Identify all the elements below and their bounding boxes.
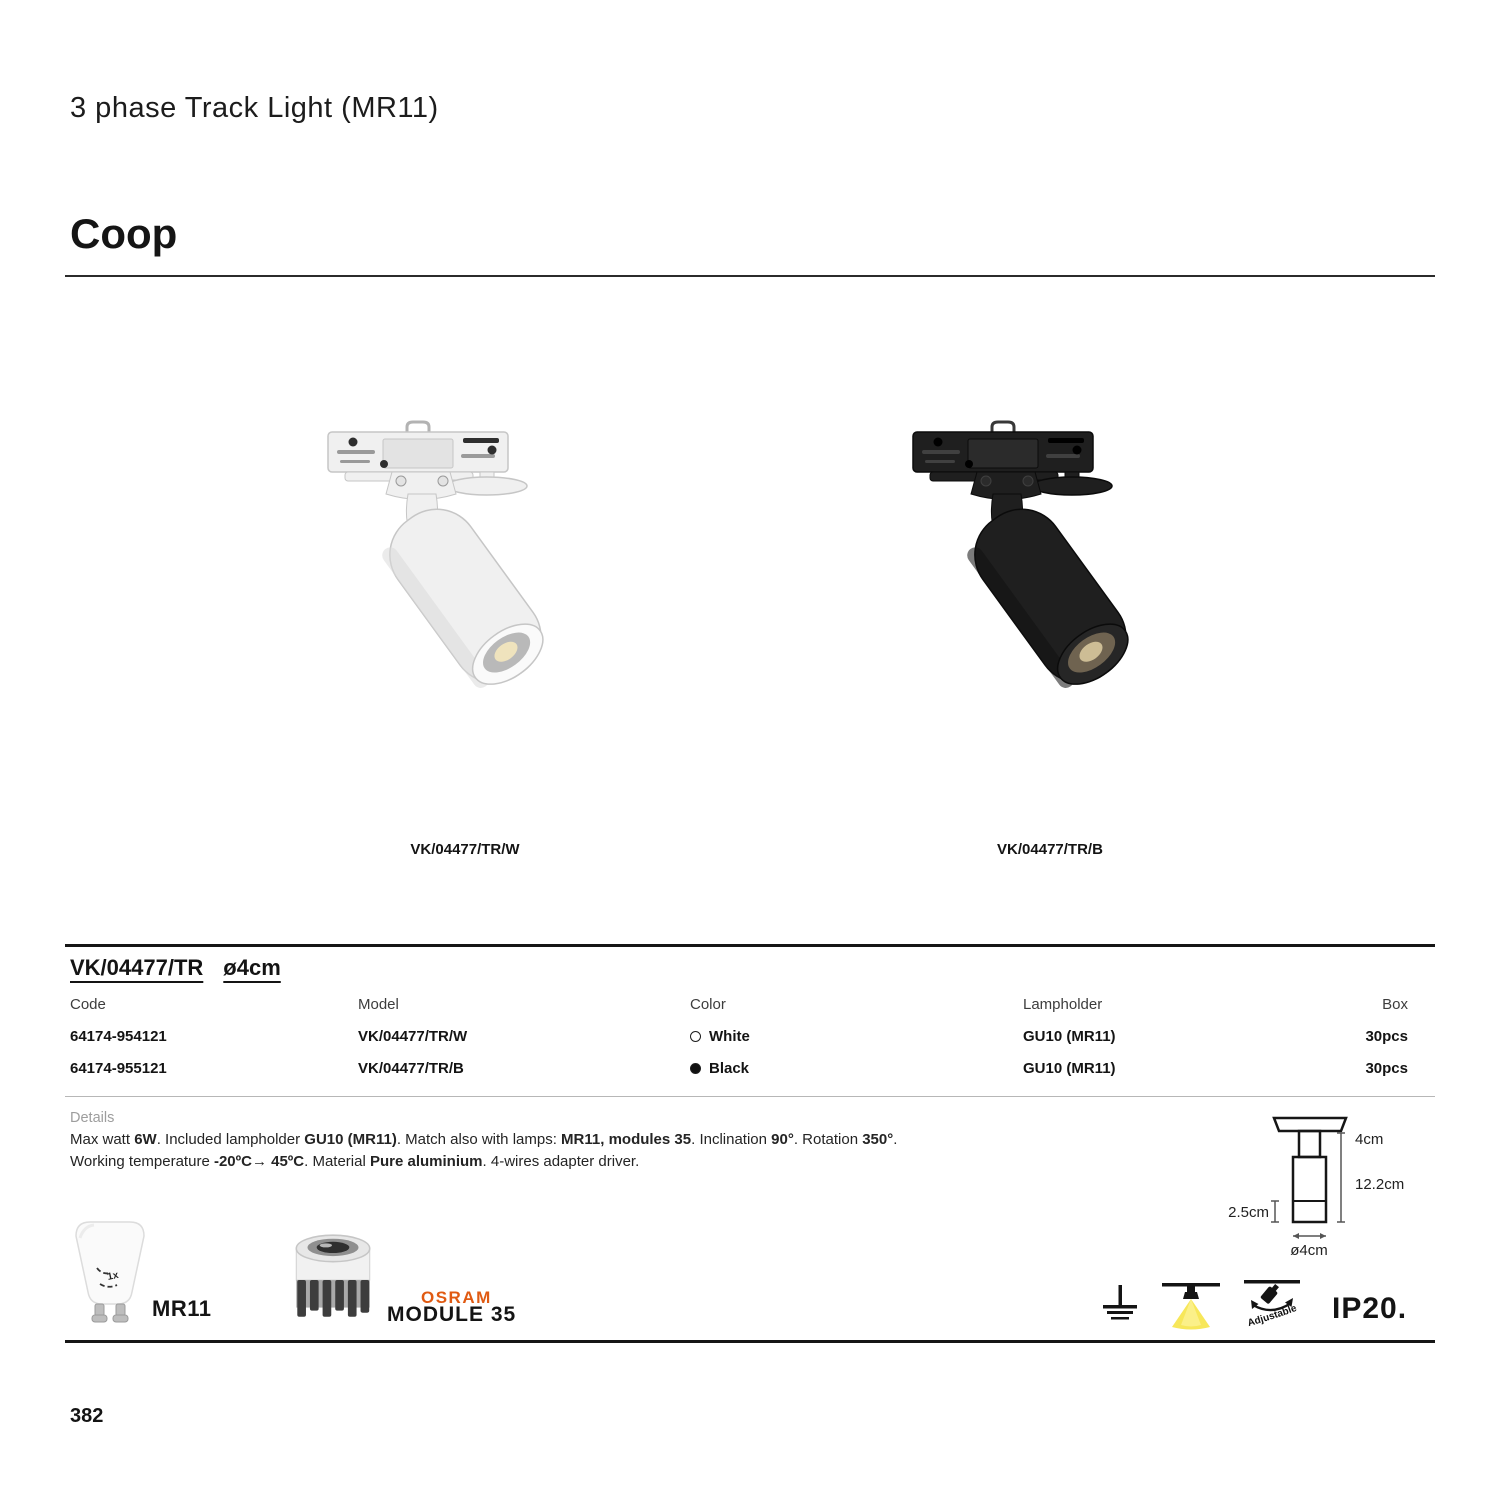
details-line-2: Working temperature -20ºC→ 45ºC. Material Pure aluminium. 4-wires adapter driver.	[70, 1153, 640, 1170]
col-header-code: Code	[70, 996, 106, 1013]
table-row-cell-color	[690, 1060, 1023, 1077]
dim-tail-length: 2.5cm	[1228, 1204, 1269, 1221]
color-swatch-white	[690, 1031, 701, 1042]
col-header-lampholder: Lampholder	[1023, 996, 1103, 1013]
dimension-diagram	[1228, 1106, 1428, 1258]
table-row-cell-lampholder: GU10 (MR11)	[1023, 1028, 1116, 1045]
color-name: Black	[709, 1060, 750, 1077]
table-bottom-divider	[65, 1096, 1435, 1097]
page-number: 382	[70, 1405, 104, 1427]
spec-diameter: ø4cm	[223, 955, 281, 980]
ground-earth-icon	[1097, 1282, 1143, 1328]
table-row-cell-code: 64174-954121	[70, 1028, 167, 1045]
mr11-lamp-marking: 1x	[106, 1269, 120, 1283]
page-title: Coop	[70, 210, 178, 257]
product-code-label-black: VK/04477/TR/B	[997, 841, 1103, 858]
table-row-cell-box: 30pcs	[1365, 1060, 1408, 1077]
osram-module-image	[282, 1226, 384, 1328]
track-spotlight-beam-icon	[1160, 1281, 1222, 1333]
footer-divider	[65, 1340, 1435, 1343]
color-swatch-black	[690, 1063, 701, 1074]
ip-rating-badge: IP20.	[1332, 1292, 1408, 1325]
product-photo-black-tracklight	[880, 398, 1260, 698]
col-header-model: Model	[358, 996, 399, 1013]
dim-body-length: 12.2cm	[1355, 1176, 1405, 1193]
col-header-box: Box	[1382, 996, 1408, 1013]
table-row-cell-model: VK/04477/TR/B	[358, 1060, 464, 1077]
product-photo-white-tracklight	[295, 398, 675, 698]
adjustable-label: Adjustable	[1246, 1302, 1299, 1330]
mr11-lamp-image	[70, 1218, 150, 1328]
category-title: 3 phase Track Light (MR11)	[70, 92, 439, 124]
module-35-label: MODULE 35	[387, 1303, 517, 1326]
table-row-cell-model: VK/04477/TR/W	[358, 1028, 468, 1045]
mr11-label: MR11	[152, 1296, 212, 1321]
color-name: White	[709, 1028, 750, 1045]
spec-table	[70, 996, 1408, 1077]
details-text	[70, 1129, 1085, 1173]
table-row-cell-lampholder: GU10 (MR11)	[1023, 1060, 1116, 1077]
spec-table-title	[70, 955, 281, 981]
table-row-cell-color	[690, 1028, 1023, 1045]
spec-model-code: VK/04477/TR	[70, 955, 204, 980]
table-top-divider	[65, 944, 1435, 947]
details-heading: Details	[70, 1110, 115, 1126]
dim-adapter-height: 4cm	[1355, 1131, 1384, 1148]
header-divider	[65, 275, 1435, 277]
col-header-color: Color	[690, 996, 726, 1013]
adjustable-icon	[1236, 1278, 1308, 1336]
table-row-cell-box: 30pcs	[1365, 1028, 1408, 1045]
table-row-cell-code: 64174-955121	[70, 1060, 167, 1077]
details-line-1: Max watt 6W. Included lampholder GU10 (MR11). Match also with lamps: MR11, modules 35. Inclination 90°. Rotation 350°.	[70, 1131, 898, 1148]
product-code-label-white: VK/04477/TR/W	[410, 841, 520, 858]
dim-diameter: ø4cm	[1290, 1242, 1328, 1258]
osram-brand: OSRAM	[421, 1288, 492, 1307]
